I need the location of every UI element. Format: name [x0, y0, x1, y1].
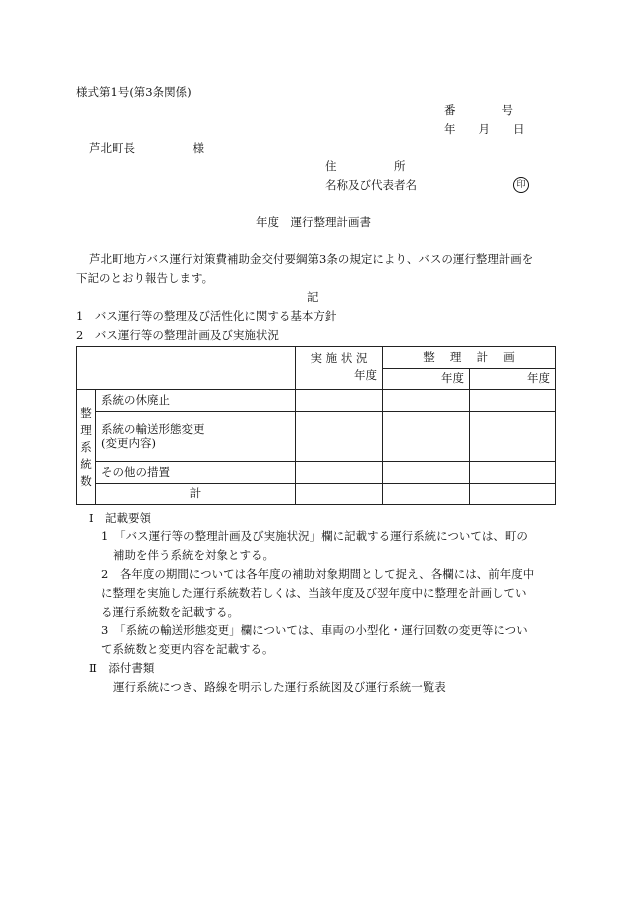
- plan-nendo-2: 年度: [470, 369, 556, 390]
- address-label: 住 所: [325, 159, 406, 173]
- cell-total-status: [296, 484, 383, 505]
- cell-r2-status: [296, 412, 383, 462]
- attachments-text: 運行系統につき、路線を明示した運行系統図及び運行系統一覧表: [113, 680, 446, 694]
- row-label-other-measures: その他の措置: [96, 462, 296, 484]
- row-label-total: 計: [96, 484, 296, 505]
- note-2-line-2: に整理を実施した運行系統数若しくは、当該年度及び翌年度中に整理を計画してい: [101, 586, 527, 600]
- cell-r3-status: [296, 462, 383, 484]
- row-group-label: 整 理 系 統 数: [77, 390, 96, 505]
- date-label: 年 月 日: [444, 122, 525, 136]
- body-text-line-1: 芦北町地方バス運行対策費補助金交付要綱第3条の規定により、バスの運行整理計画を: [89, 252, 534, 266]
- status-nendo-label: 年度: [354, 367, 377, 382]
- cell-r3-plan2: [470, 462, 556, 484]
- note-3-line-1: 3 「系統の輸送形態変更」欄については、車両の小型化・運行回数の変更等につい: [101, 623, 528, 637]
- plan-nendo-1: 年度: [383, 369, 470, 390]
- note-3-line-2: て系統数と変更内容を記載する。: [101, 642, 274, 656]
- document-title: 年度 運行整理計画書: [256, 215, 371, 229]
- row-label-transport-change: 系統の輸送形態変更 (変更内容): [96, 412, 296, 462]
- cell-r1-plan1: [383, 390, 470, 412]
- cell-r2-plan1: [383, 412, 470, 462]
- section-2-heading: 2 バス運行等の整理計画及び実施状況: [76, 328, 279, 342]
- cell-r2-plan2: [470, 412, 556, 462]
- attachments-heading: Ⅱ 添付書類: [89, 661, 155, 675]
- note-1-line-1: 1 「バス運行等の整理計画及び実施状況」欄に記載する運行系統については、町の: [101, 529, 528, 543]
- implementation-status-header: 実 施 状 況 年度: [296, 347, 383, 390]
- cell-total-plan1: [383, 484, 470, 505]
- plan-header: 整 理 計 画: [383, 347, 556, 369]
- status-plan-table: [76, 346, 556, 505]
- notes-heading: Ⅰ 記載要領: [89, 511, 152, 525]
- note-2-line-3: る運行系統数を記載する。: [101, 605, 239, 619]
- cell-r1-status: [296, 390, 383, 412]
- body-text-line-2: 下記のとおり報告します。: [76, 271, 214, 285]
- cell-r1-plan2: [470, 390, 556, 412]
- table-corner-cell: [77, 347, 296, 390]
- section-1-heading: 1 バス運行等の整理及び活性化に関する基本方針: [76, 309, 337, 323]
- document-number-label: 番 号: [444, 103, 513, 117]
- ki-heading: 記: [307, 290, 319, 304]
- seal-icon: 印: [513, 177, 529, 193]
- note-1-line-2: 補助を伴う系統を対象とする。: [113, 548, 274, 562]
- cell-total-plan2: [470, 484, 556, 505]
- name-and-representative-label: 名称及び代表者名: [325, 178, 417, 192]
- row-label-discontinuation: 系統の休廃止: [96, 390, 296, 412]
- addressee: 芦北町長 様: [89, 141, 204, 155]
- cell-r3-plan1: [383, 462, 470, 484]
- note-2-line-1: 2 各年度の期間については各年度の補助対象期間として捉え、各欄には、前年度中: [101, 567, 535, 581]
- form-number: 様式第1号(第3条関係): [76, 85, 192, 99]
